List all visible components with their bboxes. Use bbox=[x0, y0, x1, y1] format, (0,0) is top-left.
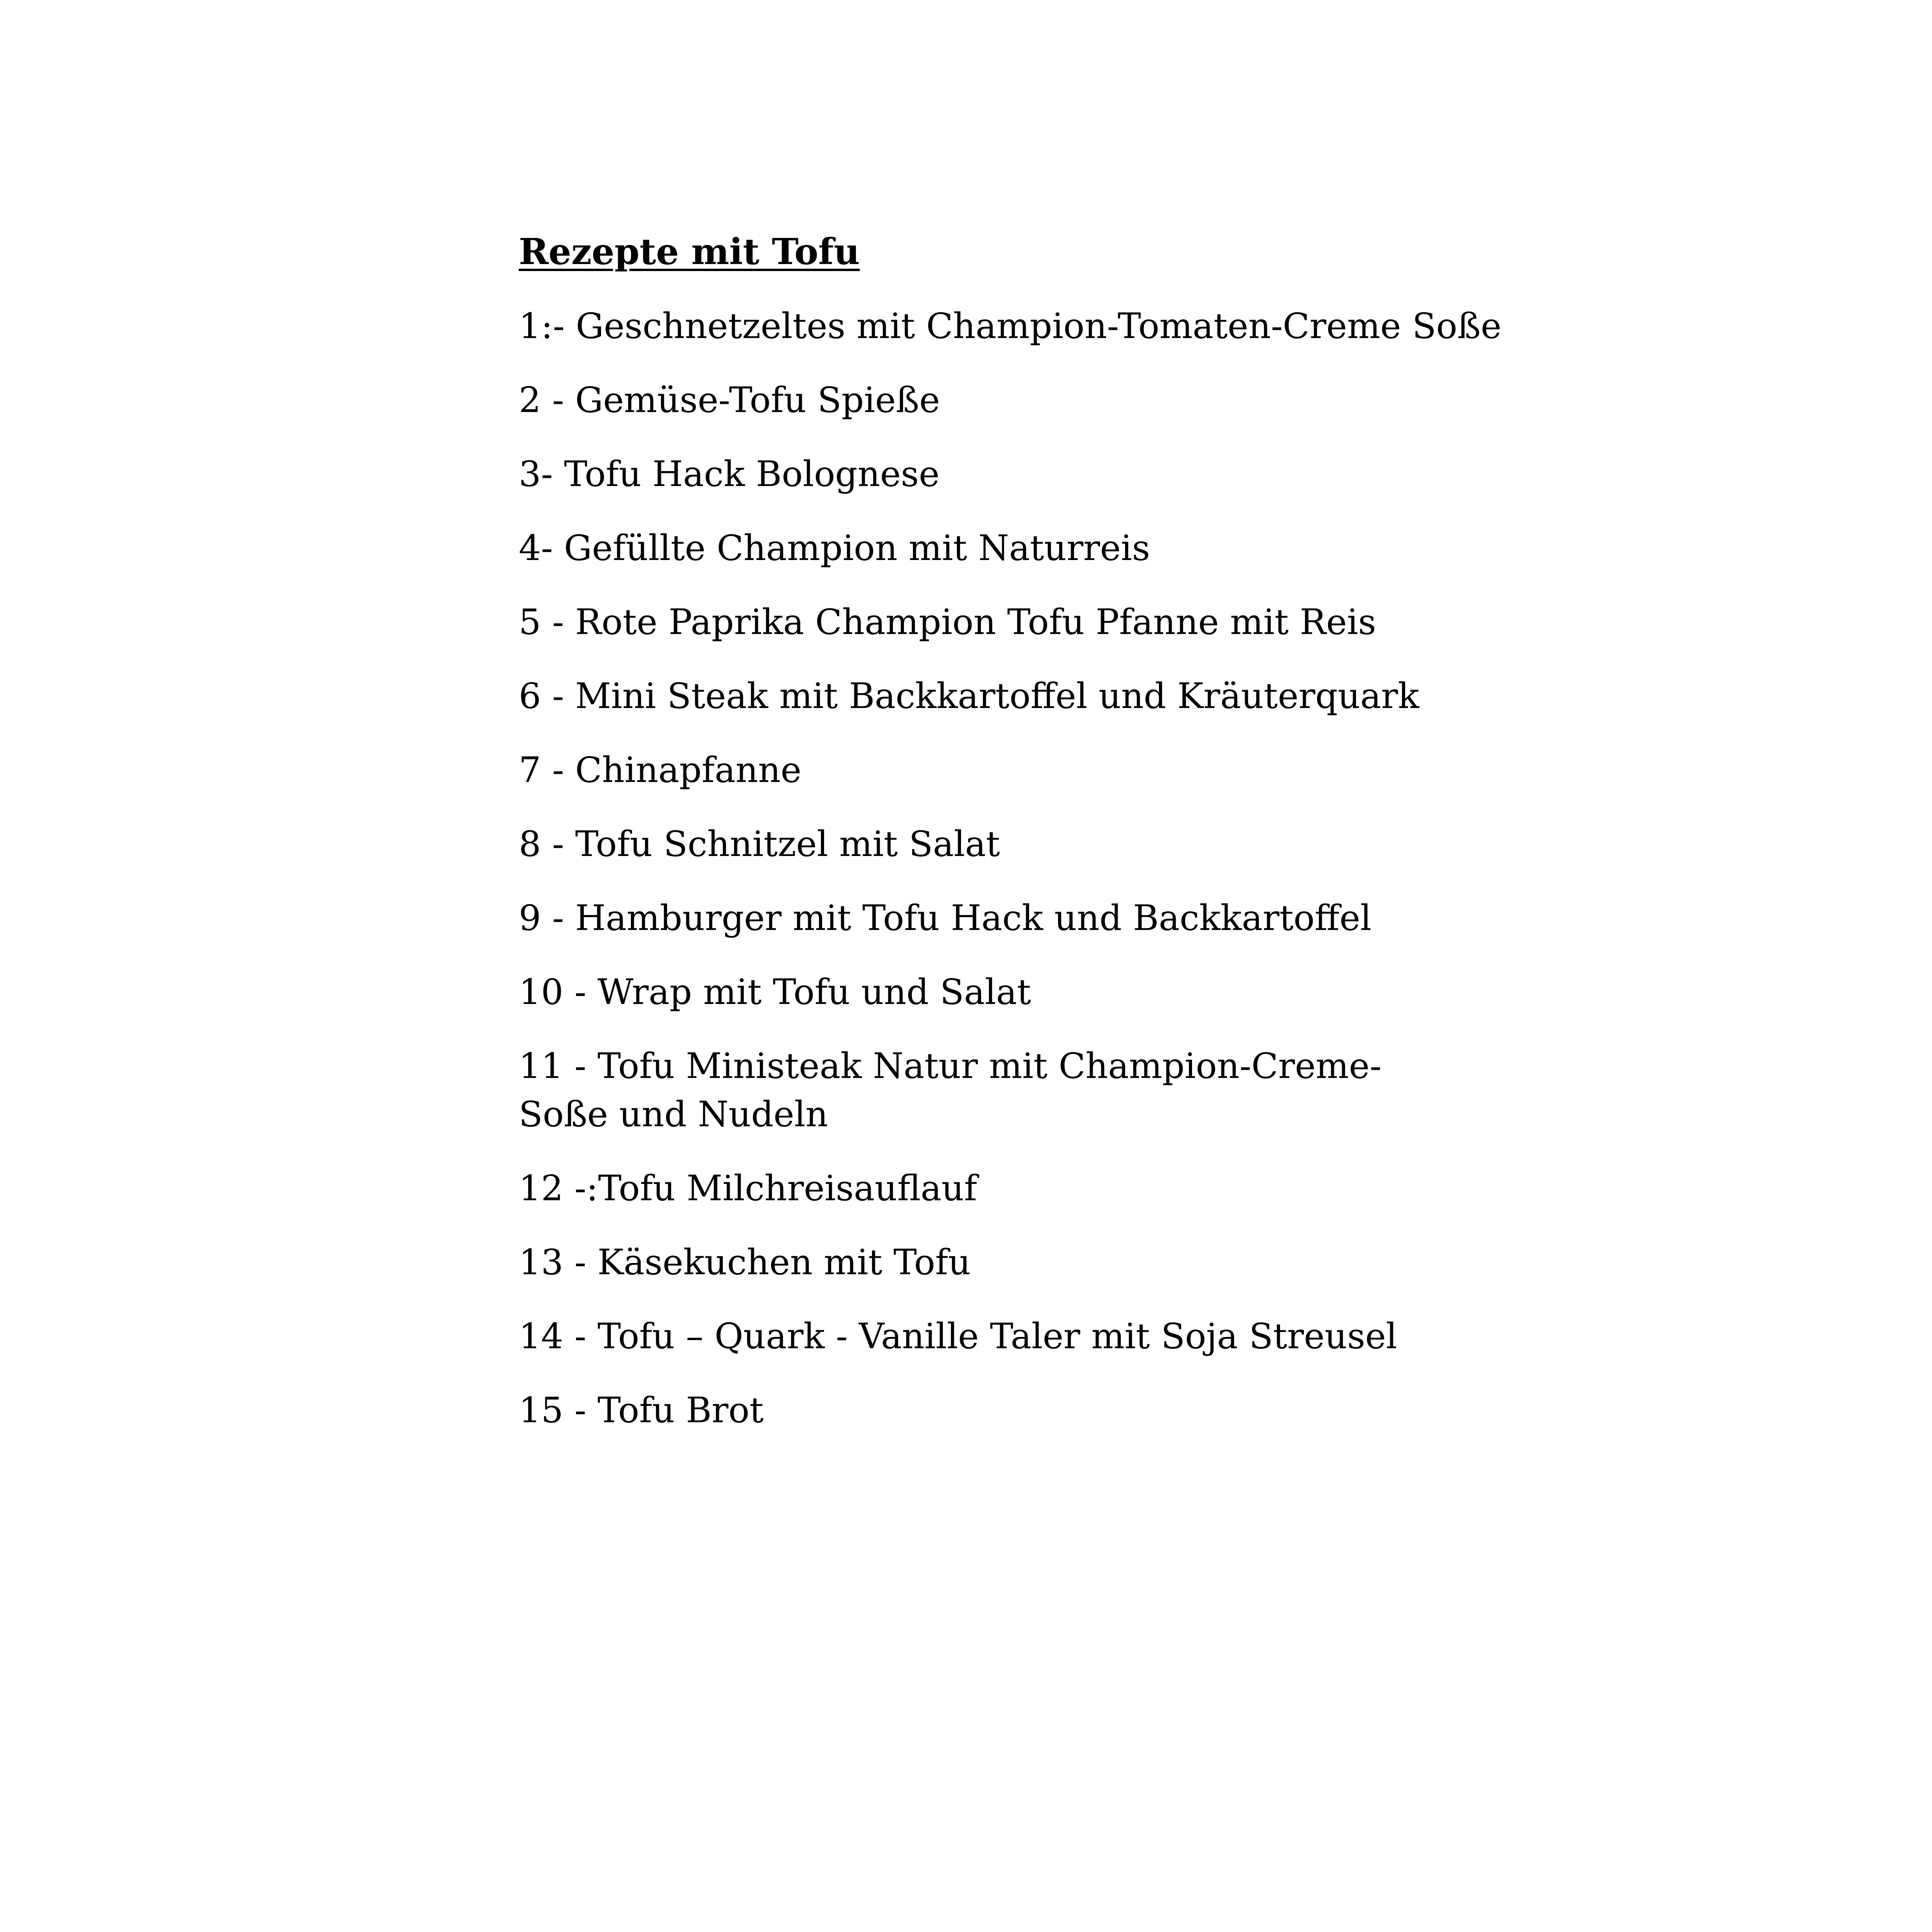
recipe-item: 15 - Tofu Brot bbox=[519, 1390, 764, 1431]
recipe-item: 12 -:Tofu Milchreisauflauf bbox=[519, 1168, 977, 1209]
recipe-item: 1:- Geschnetzeltes mit Champion-Tomaten-Creme Soße bbox=[519, 306, 1502, 347]
recipe-item: 2 - Gemüse-Tofu Spieße bbox=[519, 380, 940, 421]
recipe-item: 5 - Rote Paprika Champion Tofu Pfanne mit Reis bbox=[519, 602, 1376, 643]
recipe-item: 6 - Mini Steak mit Backkartoffel und Kräuterquark bbox=[519, 676, 1420, 717]
document-content bbox=[519, 228, 1502, 1460]
recipe-item: 7 - Chinapfanne bbox=[519, 750, 801, 791]
document-title: Rezepte mit Tofu bbox=[519, 231, 860, 273]
recipe-item: 13 - Käsekuchen mit Tofu bbox=[519, 1242, 971, 1283]
recipe-item: 8 - Tofu Schnitzel mit Salat bbox=[519, 824, 1000, 865]
recipe-item: 4- Gefüllte Champion mit Naturreis bbox=[519, 528, 1150, 569]
recipe-item: 9 - Hamburger mit Tofu Hack und Backkartoffel bbox=[519, 898, 1372, 939]
recipe-list bbox=[519, 302, 1502, 1435]
recipe-item: 10 - Wrap mit Tofu und Salat bbox=[519, 972, 1031, 1013]
recipe-item: 11 - Tofu Ministeak Natur mit Champion-Creme-Soße und Nudeln bbox=[519, 1046, 1382, 1135]
recipe-item: 3- Tofu Hack Bolognese bbox=[519, 454, 940, 495]
recipe-item: 14 - Tofu – Quark - Vanille Taler mit Soja Streusel bbox=[519, 1316, 1397, 1357]
